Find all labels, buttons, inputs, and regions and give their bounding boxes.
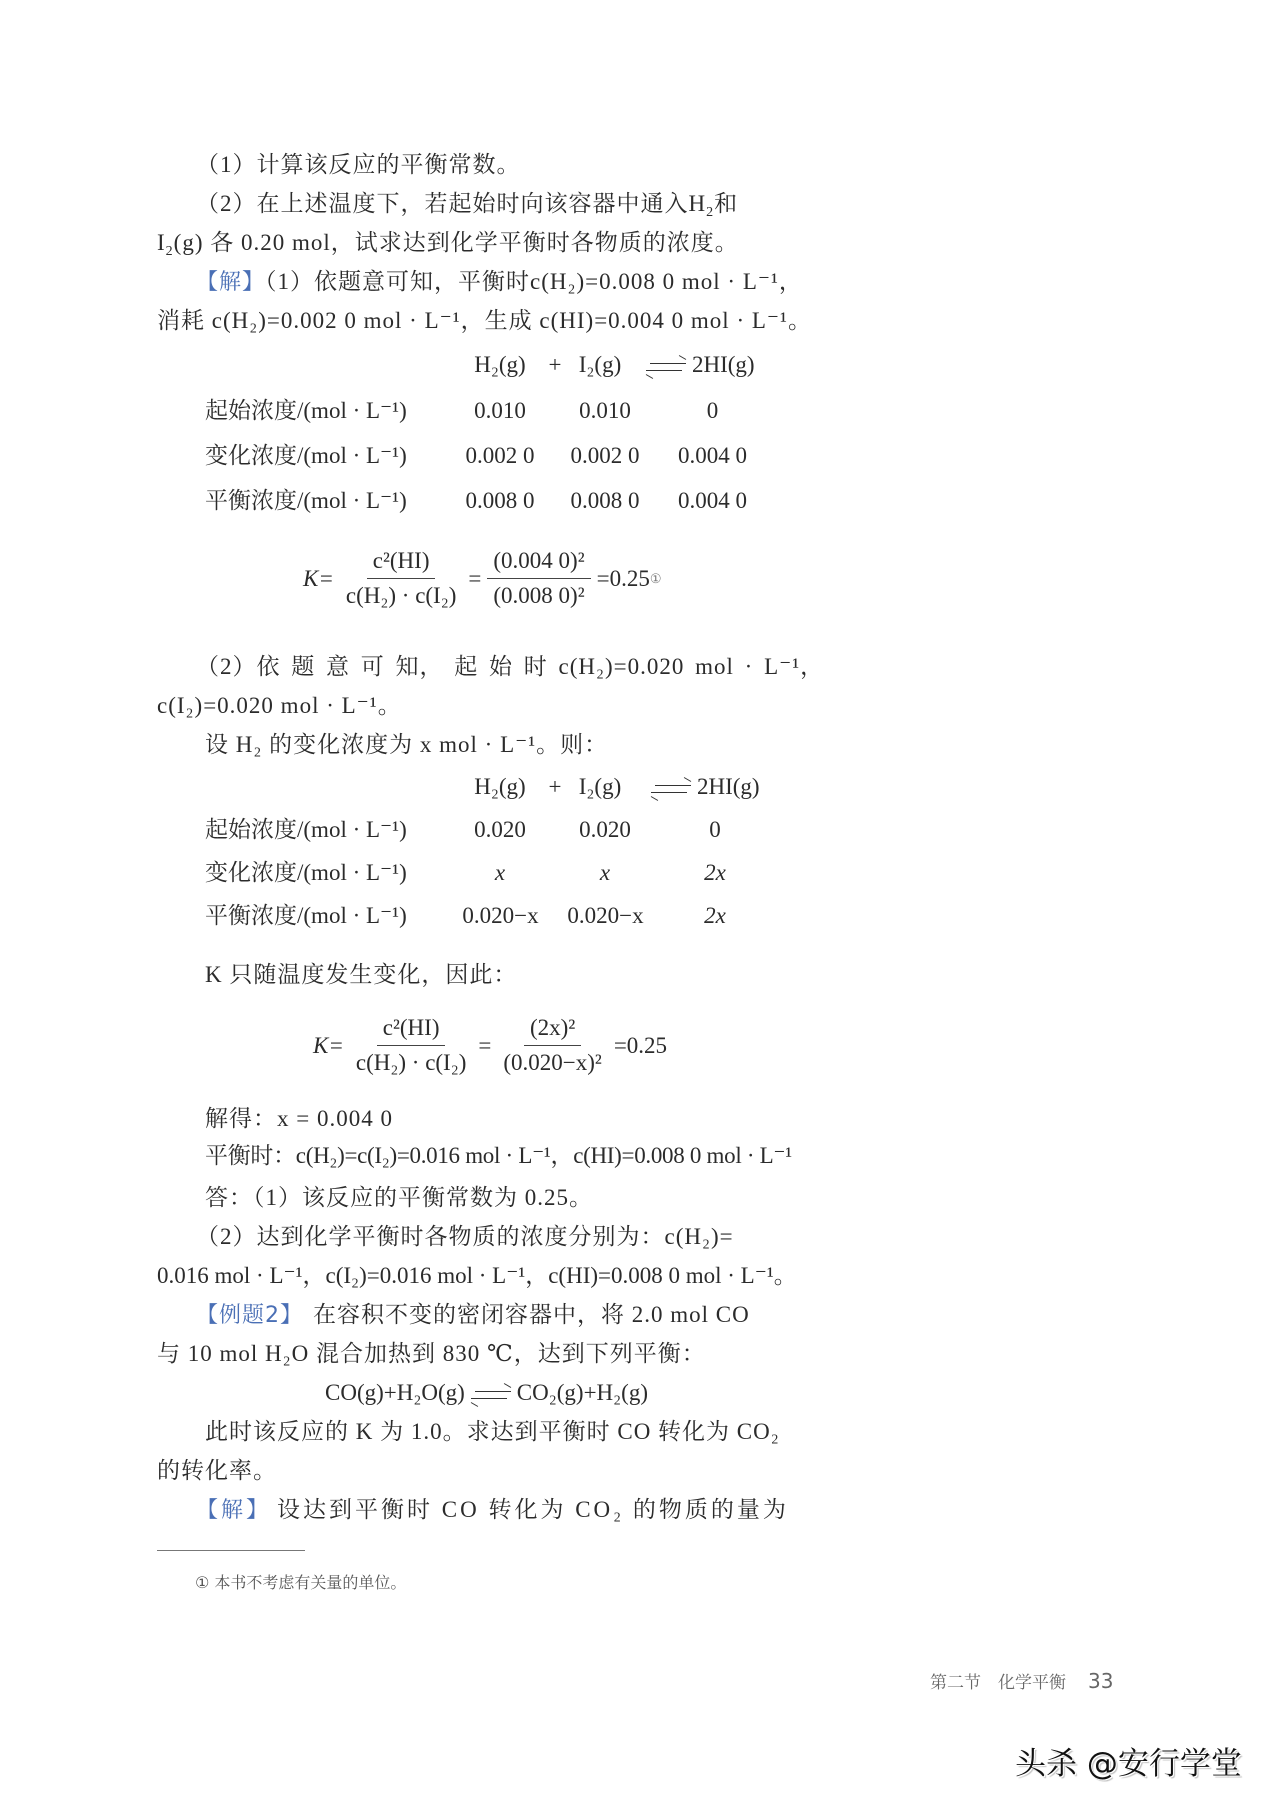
plus-sign: + <box>548 352 562 377</box>
table-cell: 0.004 0 <box>678 488 747 513</box>
footnote-divider <box>157 1550 305 1551</box>
example-2-line4: 的转化率。 <box>157 1458 277 1483</box>
table-cell: 2x <box>704 903 726 928</box>
equilibrium-arrow-icon <box>471 1389 511 1401</box>
table-cell: 0.010 <box>579 398 631 423</box>
part2-line2: c(I₂)=0.020 mol · L⁻¹。 <box>157 693 402 718</box>
question-part-1: （1）计算该反应的平衡常数。 <box>196 152 521 177</box>
page-footer <box>930 1668 1113 1693</box>
question-part-2-line1: （2）在上述温度下，若起始时向该容器中通入$H_2$和 <box>196 191 739 220</box>
solution-tag: 【解】 <box>196 270 266 295</box>
reactant-i2: I₂(g) <box>578 352 622 377</box>
h2-symbol: $H_2$ <box>688 191 715 220</box>
solution-1-line2: 消耗 c(H₂)=0.002 0 mol · L⁻¹，生成 c(HI)=0.004 0 mol · L⁻¹。 <box>157 308 812 333</box>
equilibrium-concentrations: 平衡时：c(H₂)=c(I₂)=0.016 mol · L⁻¹，c(HI)=0.008 0 mol · L⁻¹ <box>205 1143 792 1168</box>
table-cell: 0.020 <box>579 817 631 842</box>
table-cell: 0.020−x <box>462 903 539 928</box>
part2-line3: 设 H₂ 的变化浓度为 x mol · L⁻¹。则： <box>205 732 609 757</box>
equilibrium-equation-product: 2HI(g) <box>645 772 785 802</box>
watermark: 头杀 @安行学堂 <box>1015 1746 1242 1782</box>
equilibrium-equation-product: 2HI(g) <box>640 350 780 380</box>
table-cell: 0 <box>706 398 719 423</box>
plus-sign: + <box>548 774 562 799</box>
table-cell: x <box>599 860 611 885</box>
table-cell: 0.020 <box>474 817 526 842</box>
table-cell: 2x <box>704 860 726 885</box>
answer-part-1: 答：（1）该反应的平衡常数为 0.25。 <box>205 1185 593 1210</box>
table-cell: 0.004 0 <box>678 443 747 468</box>
example-2-equation: CO(g)+H₂O(g) CO₂(g)+H₂(g) <box>325 1380 649 1405</box>
answer-part-2-line1: （2）达到化学平衡时各物质的浓度分别为：c(H₂)= <box>196 1224 734 1249</box>
table-cell: 0.002 0 <box>465 443 535 468</box>
reactant-h2: H₂(g) <box>474 774 526 799</box>
equilibrium-arrow-icon <box>651 783 691 795</box>
row-label-initial: 起始浓度/(mol · L⁻¹) <box>205 398 407 423</box>
footnote: ① 本书不考虑有关量的单位。 <box>195 1573 407 1592</box>
k-temperature-note: K 只随温度发生变化，因此： <box>205 962 518 987</box>
solve-result: 解得：x = 0.004 0 <box>205 1106 393 1131</box>
example-2-line1: 【例题2】 在容积不变的密闭容器中，将 2.0 mol CO <box>196 1302 750 1328</box>
table-cell: 0.002 0 <box>570 443 640 468</box>
example-tag: 【例题2】 <box>196 1303 303 1328</box>
example-2-solution: 【解】 设达到平衡时 CO 转化为 CO₂ 的物质的量为 <box>196 1497 789 1523</box>
table-cell: 0 <box>709 817 721 842</box>
equilibrium-arrow-icon <box>646 361 686 373</box>
table-cell: x <box>494 860 506 885</box>
question-part-2-text: （2）在上述温度下，若起始时向该容器中通入 <box>196 191 689 216</box>
footnote-marker[interactable]: ① <box>649 570 662 586</box>
solution-1-line1: 【解】（1）依题意可知，平衡时c(H₂)=0.008 0 mol · L⁻¹， <box>196 269 803 295</box>
reactant-i2: I₂(g) <box>578 774 622 799</box>
section-title: 第二节 化学平衡 <box>930 1673 1066 1693</box>
row-label-change: 变化浓度/(mol · L⁻¹) <box>205 443 407 468</box>
answer-part-2-line2: 0.016 mol · L⁻¹，c(I₂)=0.016 mol · L⁻¹，c(HI)=0.008 0 mol · L⁻¹。 <box>157 1263 797 1288</box>
table-cell: 0.008 0 <box>570 488 640 513</box>
k-formula-2: K= $\frac{\text{c²(HI)}}{\text{c(H₂) · c(I₂)}}$ = $\frac{\text{(2x)²}}{\text{(0.020−x)²}}$ =0.25 <box>313 1015 668 1075</box>
solution-tag: 【解】 <box>196 1498 272 1523</box>
page-number: 33 <box>1088 1669 1114 1693</box>
example-2-line2: 与 10 mol H₂O 混合加热到 830 ℃，达到下列平衡： <box>157 1341 706 1366</box>
table-cell: 0.010 <box>474 398 526 423</box>
question-part-2-line2: $I_2(g)$ 各 0.20 mol，试求达到化学平衡时各物质的浓度。 <box>157 230 739 259</box>
row-label-initial: 起始浓度/(mol · L⁻¹) <box>205 817 407 842</box>
table-cell: 0.008 0 <box>465 488 535 513</box>
k-formula-1: K= $\frac{\text{c²(HI)}}{\text{c(H₂) · c(I₂)}}$ = $\frac{\text{(0.004 0)²}}{\text{(0.008 0)²}}$ =0.25 ① <box>303 548 662 608</box>
row-label-change: 变化浓度/(mol · L⁻¹) <box>205 860 407 885</box>
example-2-line3: 此时该反应的 K 为 1.0。求达到平衡时 CO 转化为 CO₂ <box>205 1419 780 1444</box>
table-cell: 0.020−x <box>567 903 644 928</box>
row-label-equilibrium: 平衡浓度/(mol · L⁻¹) <box>205 488 407 513</box>
part2-line1: （2）依 题 意 可 知， 起 始 时 c(H₂)=0.020 mol · L⁻¹， <box>196 654 825 679</box>
reactant-h2: H₂(g) <box>474 352 526 377</box>
row-label-equilibrium: 平衡浓度/(mol · L⁻¹) <box>205 903 407 928</box>
